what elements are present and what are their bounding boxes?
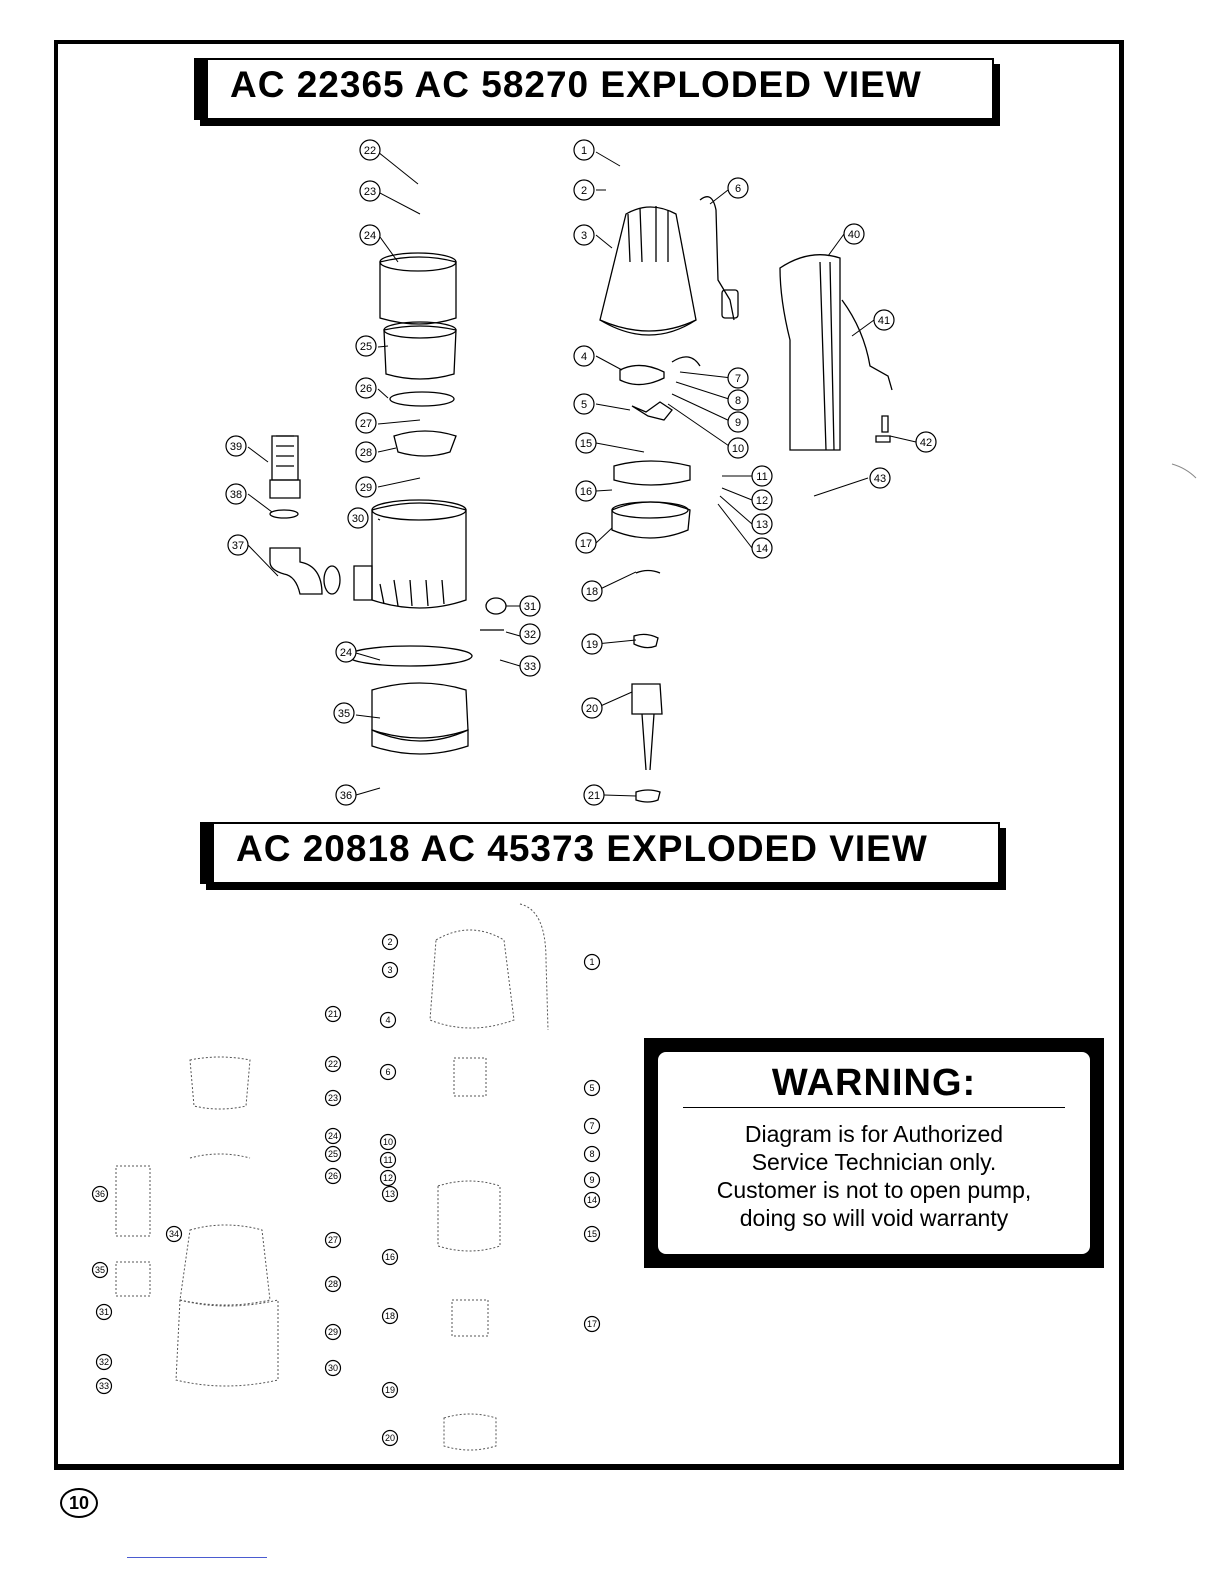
bottom-callout-label: 32	[98, 1357, 110, 1368]
top-callout-label: 31	[523, 600, 537, 613]
top-callout-label: 43	[873, 472, 887, 485]
top-callout-label: 24	[363, 229, 377, 242]
top-callout-label: 35	[337, 707, 351, 720]
power-cord	[700, 197, 734, 320]
bottom-callout-label: 17	[586, 1319, 598, 1330]
top-callout-label: 29	[359, 481, 373, 494]
top-callout-label: 42	[919, 436, 933, 449]
top-callout-label: 32	[523, 628, 537, 641]
bottom-diagram-title: AC 20818 AC 45373 EXPLODED VIEW	[236, 828, 928, 869]
bottom-callout-label: 11	[383, 1155, 393, 1166]
top-callout-label: 14	[755, 542, 769, 555]
bottom-callout-label: 18	[384, 1311, 396, 1322]
top-callout-label: 17	[579, 537, 593, 550]
bottom-callout-label: 20	[384, 1433, 396, 1444]
top-callout-label: 5	[580, 398, 588, 411]
bottom-callout-label: 9	[589, 1175, 595, 1186]
top-callout-label: 7	[734, 372, 742, 385]
warning-title: WARNING:	[683, 1062, 1065, 1108]
bottom-callout-label: 4	[385, 1015, 391, 1026]
top-callout-label: 22	[363, 144, 377, 157]
top-callout-label: 8	[734, 394, 742, 407]
bottom-callout-label: 7	[589, 1121, 595, 1132]
top-callout-label: 3	[580, 229, 588, 242]
page-number: 10	[60, 1488, 98, 1518]
bottom-callout-label: 33	[98, 1381, 110, 1392]
bottom-callout-label: 6	[385, 1067, 391, 1078]
top-callout-label: 30	[351, 512, 365, 525]
bottom-callout-label: 10	[382, 1137, 394, 1148]
warning-message	[658, 1120, 1090, 1232]
bottom-callout-label: 35	[94, 1265, 106, 1276]
top-callout-label: 40	[847, 228, 861, 241]
top-callout-label: 36	[339, 789, 353, 802]
top-callout-label: 23	[363, 185, 377, 198]
top-callout-label: 2	[580, 184, 588, 197]
bottom-callout-label: 19	[384, 1385, 396, 1396]
top-callout-label: 19	[585, 638, 599, 651]
top-callout-label: 20	[585, 702, 599, 715]
bottom-callout-label: 30	[327, 1363, 339, 1374]
top-callout-label: 12	[755, 494, 769, 507]
bottom-callout-label: 22	[327, 1059, 339, 1070]
warning-box	[644, 1038, 1104, 1268]
top-callout-label: 37	[231, 539, 245, 552]
top-callout-label: 6	[734, 182, 742, 195]
top-callout-label: 41	[877, 314, 891, 327]
warning-line: Diagram is for Authorized	[744, 1121, 1004, 1147]
warning-line: Customer is not to open pump,	[716, 1177, 1032, 1203]
elbow-fitting	[270, 548, 322, 594]
stray-mark	[1170, 460, 1200, 480]
top-callout-label: 25	[359, 340, 373, 353]
bottom-callout-label: 21	[327, 1009, 339, 1020]
bottom-callout-label: 2	[387, 937, 393, 948]
motor-ring	[614, 461, 690, 485]
bottom-callout-label: 1	[589, 957, 595, 968]
top-callout-label: 15	[579, 437, 593, 450]
top-callout-label: 33	[523, 660, 537, 673]
top-callout-label: 38	[229, 488, 243, 501]
bottom-callout-label: 15	[586, 1229, 598, 1240]
top-callout-label: 27	[359, 417, 373, 430]
top-callout-label: 11	[756, 470, 768, 483]
pump-base	[372, 683, 468, 741]
bottom-callout-label: 12	[382, 1173, 394, 1184]
bottom-callout-label: 25	[327, 1149, 339, 1160]
warning-panel	[658, 1052, 1090, 1254]
bottom-callout-label: 28	[327, 1279, 339, 1290]
top-leader-lines	[248, 152, 916, 796]
bottom-callout-label: 36	[94, 1189, 106, 1200]
top-callout-label: 28	[359, 446, 373, 459]
bottom-callout-label: 13	[384, 1189, 396, 1200]
bottom-callout-label: 16	[384, 1252, 396, 1263]
bottom-callout-label: 14	[586, 1195, 598, 1206]
pump-motor-housing	[600, 207, 696, 331]
bottom-callout-label: 34	[168, 1229, 180, 1240]
top-callout-label: 9	[734, 416, 742, 429]
bottom-callout-label: 27	[327, 1235, 339, 1246]
bottom-callout-label: 31	[98, 1307, 110, 1318]
top-diagram-title: AC 22365 AC 58270 EXPLODED VIEW	[230, 64, 922, 105]
impeller-housing	[380, 257, 456, 324]
top-callout-label: 24	[339, 646, 353, 659]
bottom-callout-label: 8	[589, 1149, 595, 1160]
warning-line: Service Technician only.	[751, 1149, 997, 1175]
top-callout-label: 21	[587, 789, 601, 802]
top-callout-label: 13	[755, 518, 769, 531]
bottom-callout-label: 26	[327, 1171, 339, 1182]
top-callout-label: 26	[359, 382, 373, 395]
top-callout-label: 10	[731, 442, 745, 455]
footer-link-underline	[127, 1557, 267, 1558]
bottom-callout-label: 5	[589, 1083, 595, 1094]
bottom-callout-label: 23	[327, 1093, 339, 1104]
top-callout-label: 16	[579, 485, 593, 498]
bottom-callout-label: 29	[327, 1327, 339, 1338]
pump-volute	[372, 503, 466, 608]
top-callout-label: 39	[229, 440, 243, 453]
warning-line: doing so will void warranty	[739, 1205, 1009, 1231]
top-callout-label: 1	[580, 144, 588, 157]
top-callout-label: 18	[585, 585, 599, 598]
bottom-callout-label: 24	[327, 1131, 339, 1142]
bottom-callout-label: 3	[387, 965, 393, 976]
top-callout-label: 4	[580, 350, 588, 363]
